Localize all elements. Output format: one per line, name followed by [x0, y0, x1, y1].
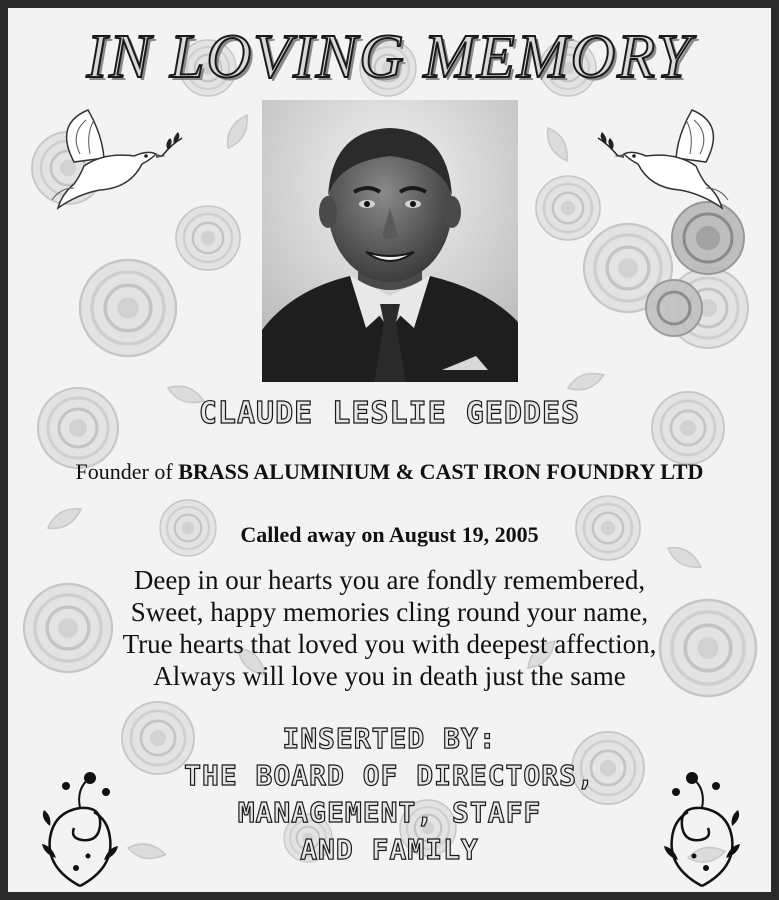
founder-prefix: Founder of — [75, 459, 179, 484]
poem-line: Sweet, happy memories cling round your name, — [130, 597, 649, 627]
page-title: IN LOVING MEMORY — [86, 23, 693, 91]
inserted-by-line: AND FAMILY — [300, 833, 479, 866]
portrait-photo — [262, 100, 518, 382]
called-away-date: Called away on August 19, 2005 — [240, 522, 539, 547]
dove-with-olive-branch-icon — [44, 104, 184, 224]
company-name: BRASS ALUMINIUM & CAST IRON FOUNDRY LTD — [178, 459, 704, 484]
dove-with-olive-branch-icon — [596, 104, 736, 224]
deceased-name: CLAUDE LESLIE GEDDES — [198, 396, 581, 431]
memorial-poem — [8, 564, 771, 692]
poem-line: Always will love you in death just the same — [153, 661, 626, 691]
inserted-by-line: THE BOARD OF DIRECTORS, — [184, 759, 595, 792]
poem-line: True hearts that loved you with deepest affection, — [122, 629, 657, 659]
inserted-by-line: INSERTED BY: — [282, 722, 497, 755]
floral-swirl-ornament-icon — [658, 768, 746, 890]
poem-line: Deep in our hearts you are fondly remembered, — [133, 565, 646, 595]
inserted-by-line: MANAGEMENT, STAFF — [237, 796, 542, 829]
founder-line — [28, 459, 751, 485]
floral-swirl-ornament-icon — [36, 768, 124, 890]
